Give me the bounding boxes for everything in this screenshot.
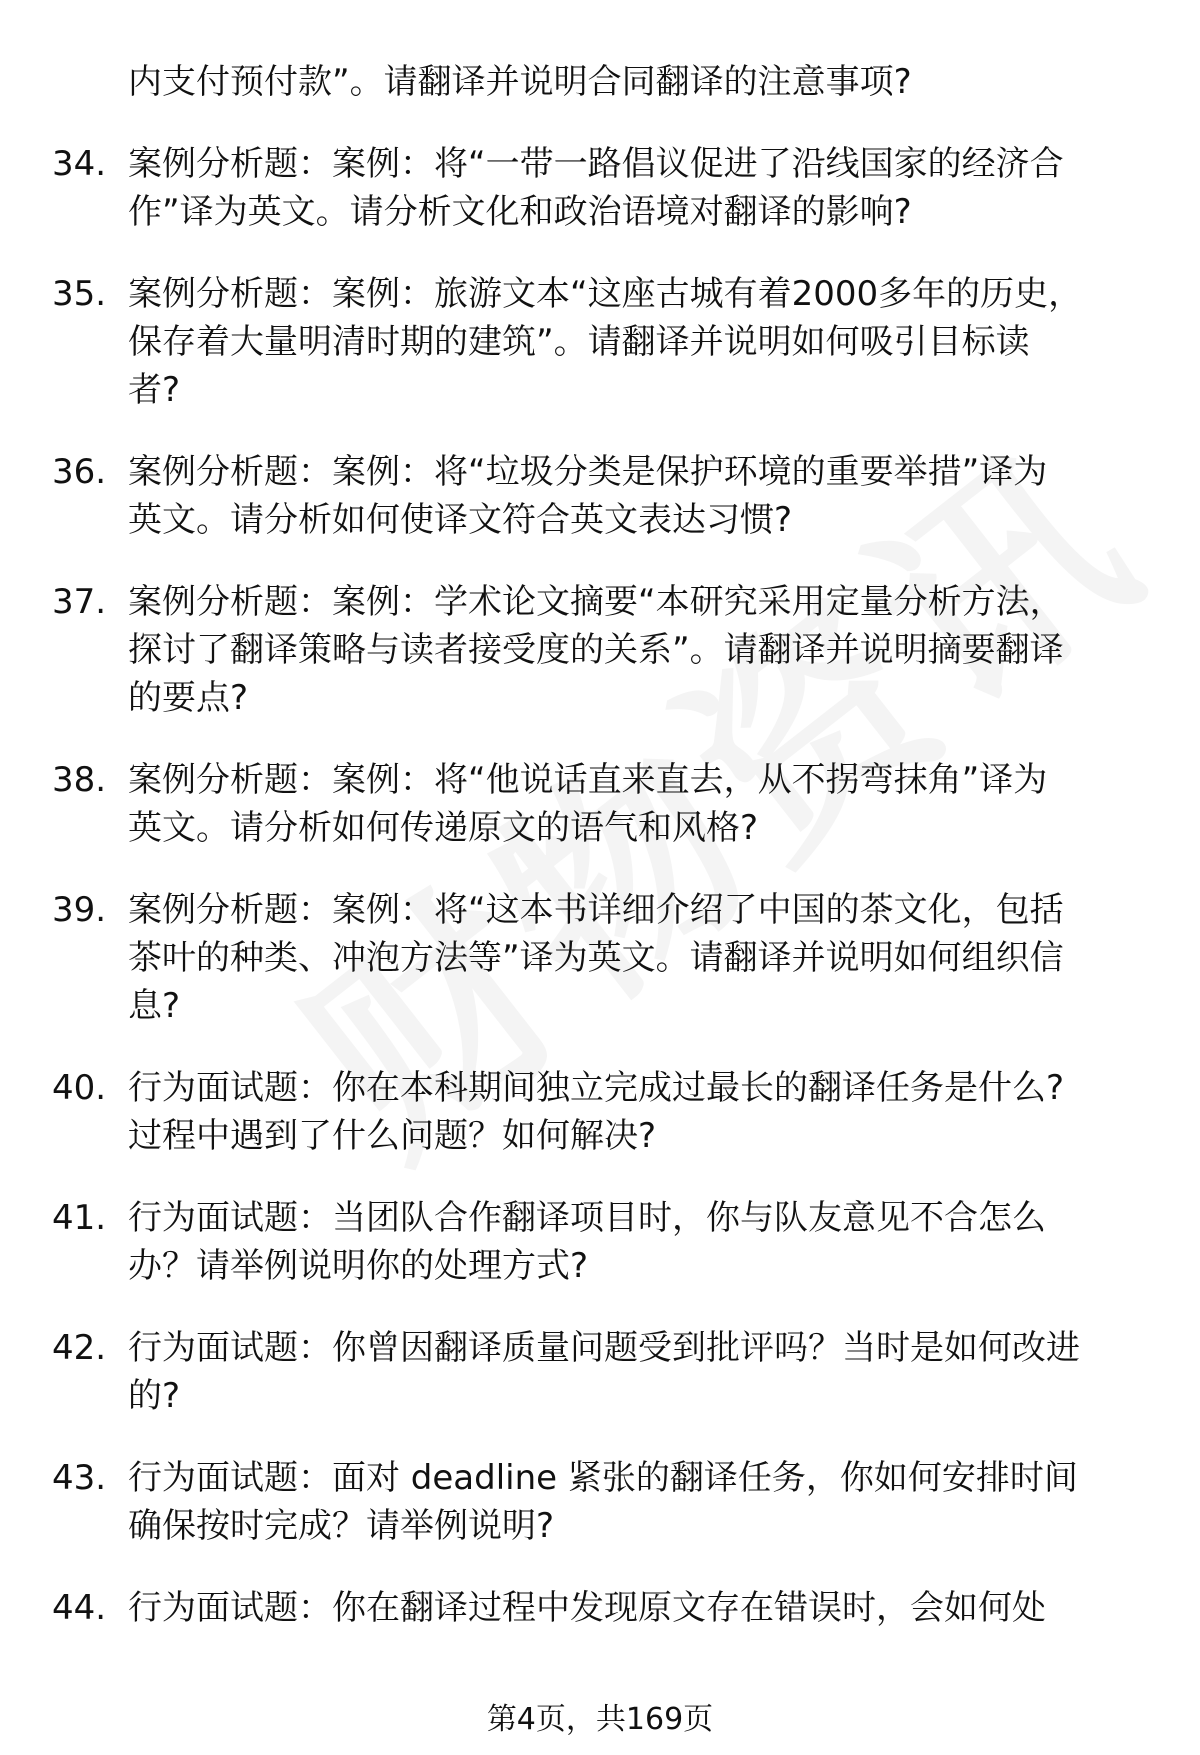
question-number: 43. [52, 1458, 107, 1498]
question-text-line: 办？请举例说明你的处理方式? [128, 1246, 589, 1286]
question-text-line: 确保按时完成？请举例说明? [128, 1506, 555, 1546]
question-text-line: 案例分析题：案例：将“垃圾分类是保护环境的重要举措”译为 [128, 452, 1048, 492]
question-text-line: 案例分析题：案例：学术论文摘要“本研究采用定量分析方法， [128, 582, 1064, 622]
question-text-line: 案例分析题：案例：将“他说话直来直去，从不拐弯抹角”译为 [128, 760, 1048, 800]
question-text-line: 案例分析题：案例：将“一带一路倡议促进了沿线国家的经济合 [128, 144, 1064, 184]
question-text-line: 英文。请分析如何传递原文的语气和风格? [128, 808, 759, 848]
question-number: 42. [52, 1328, 107, 1368]
question-number: 37. [52, 582, 107, 622]
question-number: 39. [52, 890, 107, 930]
question-text-line: 案例分析题：案例：将“这本书详细介绍了中国的茶文化，包括 [128, 890, 1064, 930]
question-text-line: 行为面试题：你在翻译过程中发现原文存在错误时，会如何处 [128, 1588, 1046, 1628]
question-text-line: 作”译为英文。请分析文化和政治语境对翻译的影响? [128, 192, 912, 232]
question-text-line: 的? [128, 1376, 181, 1416]
question-text-line: 息? [128, 986, 181, 1026]
question-number: 36. [52, 452, 107, 492]
question-text-line: 行为面试题：你曾因翻译质量问题受到批评吗？当时是如何改进 [128, 1328, 1080, 1368]
question-number: 41. [52, 1198, 107, 1238]
question-text-line: 的要点? [128, 678, 249, 718]
question-text-line: 者? [128, 370, 181, 410]
question-text-line: 行为面试题：面对 deadline 紧张的翻译任务，你如何安排时间 [128, 1458, 1078, 1498]
question-text-line: 保存着大量明清时期的建筑”。请翻译并说明如何吸引目标读 [128, 322, 1030, 362]
question-text-line: 英文。请分析如何使译文符合英文表达习惯? [128, 500, 793, 540]
question-text-line: 内支付预付款”。请翻译并说明合同翻译的注意事项? [128, 62, 912, 102]
question-text-line: 案例分析题：案例：旅游文本“这座古城有着2000多年的历史， [128, 274, 1083, 314]
question-text-line: 行为面试题：当团队合作翻译项目时，你与队友意见不合怎么 [128, 1198, 1046, 1238]
question-number: 35. [52, 274, 107, 314]
question-text-line: 茶叶的种类、冲泡方法等”译为英文。请翻译并说明如何组织信 [128, 938, 1064, 978]
question-number: 38. [52, 760, 107, 800]
page-footer: 第4页，共169页 [486, 1702, 714, 1737]
question-text-line: 过程中遇到了什么问题？如何解决? [128, 1116, 657, 1156]
question-number: 40. [52, 1068, 107, 1108]
question-number: 34. [52, 144, 107, 184]
question-text-line: 探讨了翻译策略与读者接受度的关系”。请翻译并说明摘要翻译 [128, 630, 1064, 670]
question-number: 44. [52, 1588, 107, 1628]
question-text-line: 行为面试题：你在本科期间独立完成过最长的翻译任务是什么? [128, 1068, 1065, 1108]
